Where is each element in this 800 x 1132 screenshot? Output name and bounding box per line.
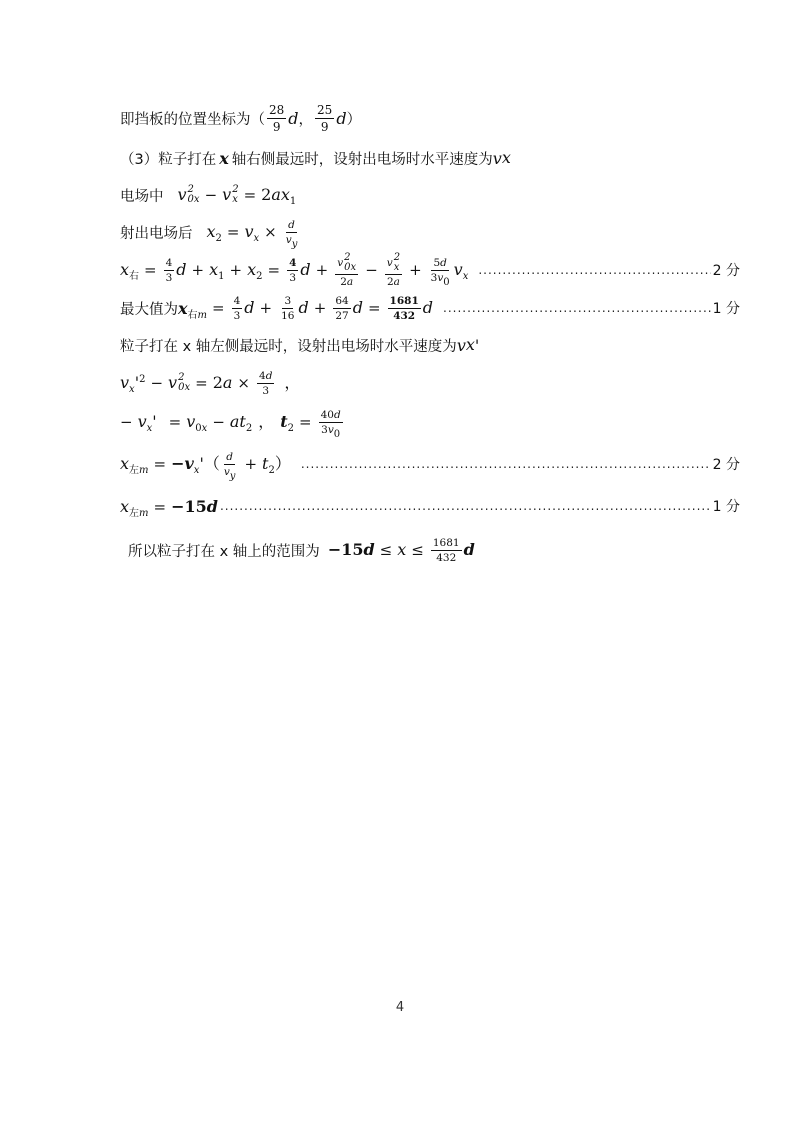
line-x-right-equation [120,250,740,290]
equation-x2: $x_2 = v_x$ × $\frac{d}{v_y}$ [206,218,298,250]
equation-range: −15d ≤ x ≤ $\frac{1681}{432}$ d [327,536,475,564]
score-label: 2 分 [712,457,740,473]
fraction-28-9: $\frac{28}{9}$ [269,102,285,134]
score-label: 2 分 [712,263,740,279]
score-label: 1 分 [712,301,740,317]
line-range-conclusion: 所以粒子打在 x 轴上的范围为 −15d ≤ x ≤ $\frac{1681}{432}$ d [128,536,475,564]
equation-x-left-result: $x_{左m} = -15d$ [120,496,218,519]
line-left-intro: 粒子打在 x 轴左侧最远时，设射出电场时水平速度为 v x ' [120,335,480,355]
equation-vx-prime: − $v_x' = v_{0x} - at_2$ ， $t_2$ = $\frac{40d}{3v_0}$ [120,408,341,440]
line-after-field-equation: 射出电场后 $x_2 = v_x$ × $\frac{d}{v_y}$ [120,212,740,252]
score-label: 1 分 [712,499,740,515]
line-barrier-coordinates: 即挡板的位置坐标为（ $\frac{28}{9}$ d ， $\frac{25}{9}$ d ） [120,102,362,134]
leader-dots [220,499,711,513]
leader-dots [478,263,710,277]
line-left-velocity [120,402,740,442]
line-x-left-equation [120,444,740,484]
leader-dots [301,457,711,471]
equation-vx-prime-squared: $v_x'^2 - v$ 2 0x = 2a × $\frac{4d}{3}$ ， [120,369,301,397]
line-left-kinematics [120,363,740,403]
line-in-field-equation: 电场中 v 2 0x − v 2 x = $2ax_1$ [120,184,297,207]
fraction-25-9: $\frac{25}{9}$ [317,102,333,134]
line-part3-intro: （3）粒子打在 x 轴右侧最远时，设射出电场时水平速度为 v x [120,148,511,168]
equation-kinematics: v 2 0x − v 2 x = $2ax_1$ [177,184,297,207]
equation-x-left: $x_{左m} = -v_x'$（ $\frac{d}{v_y}$ + $t_2$） [120,450,291,482]
text-barrier-position: 即挡板的位置坐标为（ [120,111,265,128]
line-max-value: 最大值为 $x_{右m}$ = $\frac{4}{3}$ d + $\frac{3}{16}$ d + $\frac{64}{27}$ d = $\frac{1681}{432}$ d ..... 1 分 [120,288,740,328]
equation-x-right: $x_右$ = $\frac{4}{3}$ $d + x_1 + x_2$ = $\frac{4}{3}$ d + v 2 0x 2a − v 2 x 2a + $\frac{5d}{3v_0}$ $v_x$ [120,251,469,288]
equation-x-right-max: $x_{右m}$ [178,298,208,321]
page-number: 4 [395,1000,405,1015]
leader-dots [443,301,711,315]
line-x-left-result [120,486,740,526]
